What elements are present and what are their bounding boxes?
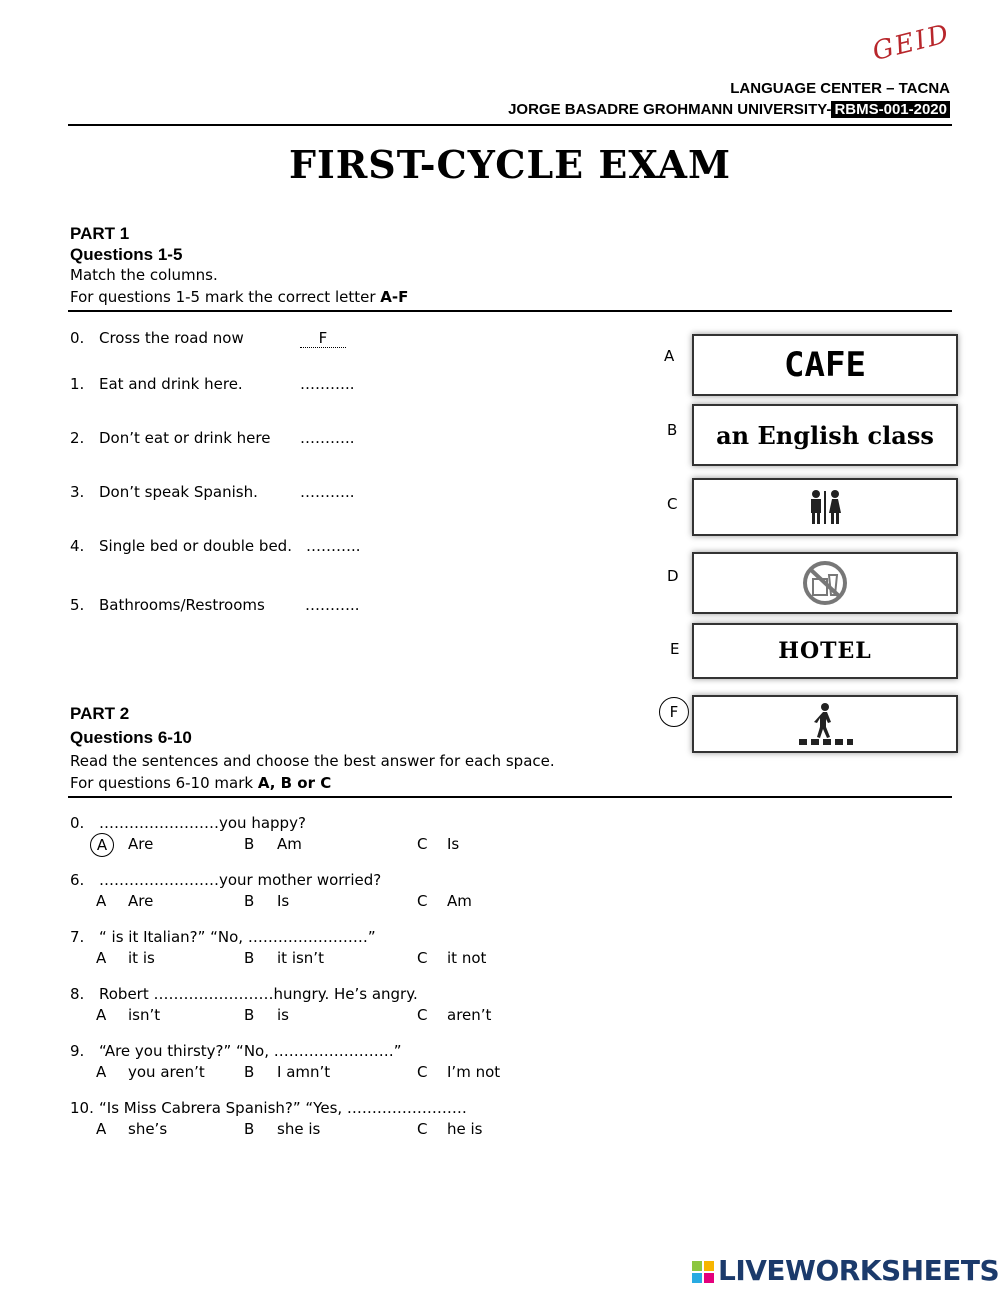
sign-hotel: HOTEL [692,623,958,679]
sign-cafe: CAFE [692,334,958,396]
option-b-text: is [277,1006,289,1024]
option-c-text: Is [447,835,460,853]
option-c-text: it not [447,949,487,967]
match-question: 3. Don’t speak Spanish. [70,483,258,501]
sign-crosswalk [692,695,958,753]
option-c[interactable]: C [417,1120,428,1138]
match-question: 1. Eat and drink here. [70,375,243,393]
mc-question: 6. ……………………your mother worried? [70,871,382,889]
answer-field[interactable]: ……….. [300,375,355,393]
document-code: RBMS-001-2020 [831,101,950,118]
no-food-icon [797,559,853,607]
part1-rule [68,310,952,312]
option-c-text: I’m not [447,1063,501,1081]
mc-question: 7. “ is it Italian?” “No, ……………………” [70,928,376,946]
option-c-text: aren’t [447,1006,492,1024]
option-a[interactable]: A [96,1006,107,1024]
crosswalk-icon [795,701,855,747]
option-a[interactable]: A [96,1063,107,1081]
mc-question: 9. “Are you thirsty?” “No, ……………………” [70,1042,402,1060]
option-b[interactable]: B [244,949,255,967]
option-b-text: it isn’t [277,949,324,967]
option-a[interactable]: A [96,1120,107,1138]
header-rule [68,124,952,126]
mc-question: 10. “Is Miss Cabrera Spanish?” “Yes, …………………… [70,1099,467,1117]
sign-letter: C [667,495,678,513]
answer-field[interactable]: F [300,329,346,348]
sign-letter: B [667,421,678,439]
sign-letter: D [667,567,679,585]
part2-rule [68,796,952,798]
option-a[interactable]: A [96,949,107,967]
option-b-text: I amn’t [277,1063,331,1081]
sign-letter: E [670,640,680,658]
sign-restroom [692,478,958,536]
part2-instruction-2: For questions 6-10 mark A, B or C [70,774,332,792]
option-a[interactable]: A [96,892,107,910]
mc-question: 8. Robert ……………………hungry. He’s angry. [70,985,418,1003]
liveworksheets-logo: LIVEWORKSHEETS [692,1254,999,1287]
option-c[interactable]: C [417,835,428,853]
option-a-circled[interactable]: A [90,833,114,857]
option-a-text: it is [128,949,155,967]
option-a-text: you aren’t [128,1063,205,1081]
part2-questions: Questions 6-10 [70,728,192,747]
option-b[interactable]: B [244,835,255,853]
part2-heading: PART 2 [70,704,130,723]
sign-letter-circled: F [659,697,689,727]
option-b[interactable]: B [244,1063,255,1081]
option-a-text: she’s [128,1120,168,1138]
match-question: 2. Don’t eat or drink here [70,429,271,447]
option-a-text: isn’t [128,1006,161,1024]
option-b-text: she is [277,1120,321,1138]
option-b[interactable]: B [244,1006,255,1024]
option-a-text: Are [128,835,154,853]
option-c[interactable]: C [417,1006,428,1024]
option-c-text: he is [447,1120,483,1138]
sign-letter: A [664,347,675,365]
header-line-1: LANGUAGE CENTER – TACNA [730,80,950,97]
option-c[interactable]: C [417,949,428,967]
option-c[interactable]: C [417,892,428,910]
page-title: FIRST-CYCLE EXAM [288,142,732,187]
part1-heading: PART 1 [70,224,130,243]
option-a-text: Are [128,892,154,910]
part1-instruction-1: Match the columns. [70,266,218,284]
option-b[interactable]: B [244,1120,255,1138]
part1-questions: Questions 1-5 [70,245,183,264]
liveworksheets-icon [692,1261,714,1283]
answer-field[interactable]: ……….. [300,429,355,447]
option-b-text: Am [277,835,302,853]
sign-english-class: an English class [692,404,958,466]
option-b-text: Is [277,892,290,910]
part1-instruction-2: For questions 1-5 mark the correct letter A-F [70,288,409,306]
option-c-text: Am [447,892,472,910]
answer-field[interactable]: ……….. [300,483,355,501]
restroom-icon [805,488,845,526]
option-b[interactable]: B [244,892,255,910]
answer-field[interactable]: ……….. [305,596,360,614]
answer-field[interactable]: ……….. [306,537,361,555]
match-question: 0. Cross the road now [70,329,244,347]
match-question: 5. Bathrooms/Restrooms [70,596,265,614]
part2-instruction-1: Read the sentences and choose the best answer for each space. [70,752,555,770]
mc-question: 0. ……………………you happy? [70,814,306,832]
institution-logo: GEID [869,18,954,68]
match-question: 4. Single bed or double bed. [70,537,292,555]
option-c[interactable]: C [417,1063,428,1081]
sign-no-food [692,552,958,614]
header-line-2: JORGE BASADRE GROHMANN UNIVERSITY- RBMS-001-2020 [508,101,950,118]
